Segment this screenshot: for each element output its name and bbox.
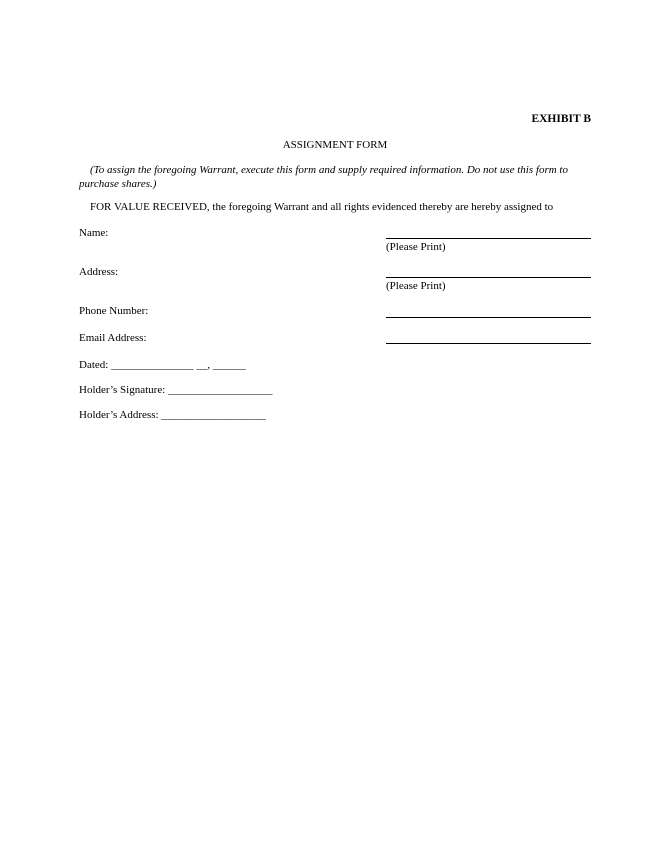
holder-signature-line[interactable]: Holder’s Signature: ___________________ — [79, 384, 273, 396]
address-please-print: (Please Print) — [386, 280, 446, 292]
address-line[interactable] — [386, 277, 591, 278]
holder-address-line[interactable]: Holder’s Address: ___________________ — [79, 409, 266, 421]
name-label: Name: — [79, 227, 109, 239]
form-title: ASSIGNMENT FORM — [282, 139, 388, 151]
value-received-text: FOR VALUE RECEIVED, the foregoing Warrant and all rights evidenced thereby are hereby assigned to — [90, 201, 554, 213]
exhibit-label: EXHIBIT B — [531, 113, 591, 125]
name-line[interactable] — [386, 238, 591, 239]
instructions-text: (To assign the foregoing Warrant, execute this form and supply required information. Do not use this form to purchase shares.) — [79, 164, 568, 190]
email-address-label: Email Address: — [79, 332, 147, 344]
email-address-line[interactable] — [386, 343, 591, 344]
dated-line[interactable]: Dated: _______________ __, ______ — [79, 359, 246, 371]
name-please-print: (Please Print) — [386, 241, 446, 253]
address-label: Address: — [79, 266, 119, 278]
phone-number-label: Phone Number: — [79, 305, 149, 317]
phone-number-line[interactable] — [386, 317, 591, 318]
